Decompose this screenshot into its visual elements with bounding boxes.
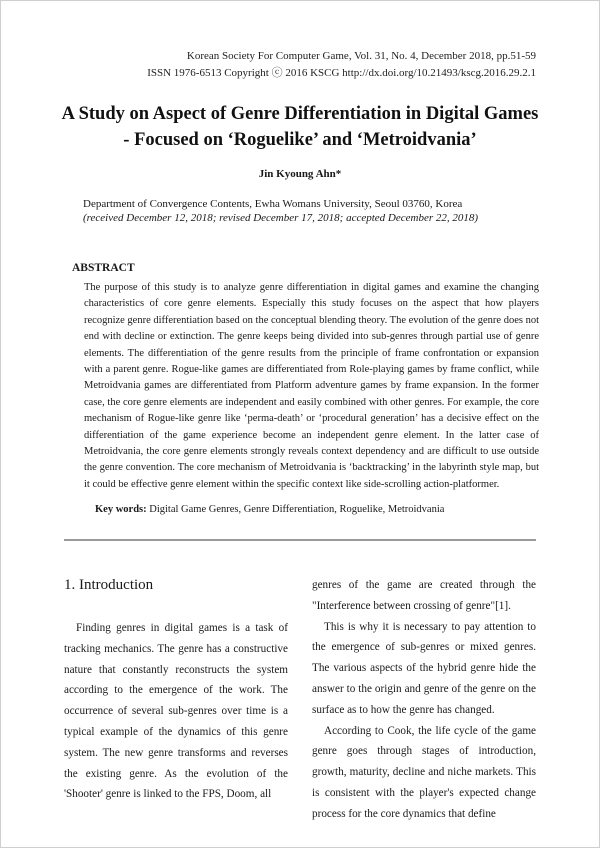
right-column	[312, 575, 536, 825]
keywords-value: Digital Game Genres, Genre Differentiation, Roguelike, Metroidvania	[149, 504, 445, 515]
journal-line: Korean Society For Computer Game, Vol. 31, No. 4, December 2018, pp.51-59	[186, 50, 536, 62]
section-divider	[64, 539, 536, 541]
abstract-heading: ABSTRACT	[72, 262, 135, 274]
issn-line: ISSN 1976-6513 Copyright ⓒ 2016 KSCG http://dx.doi.org/10.21493/kscg.2016.29.2.1	[147, 67, 536, 79]
affiliation: Department of Convergence Contents, Ewha Womans University, Seoul 03760, Korea	[83, 198, 463, 210]
section-heading: 1. Introduction	[64, 577, 154, 593]
title-line-1: A Study on Aspect of Genre Differentiation in Digital Games	[61, 104, 539, 124]
abstract-text: The purpose of this study is to analyze genre differentiation in digital games and examine the changing characteristics of core genre elements. Especially this study focuses on the aspect that how players recognize genre differentiation based on the conceptual blending theory. The evolution of the genre does not end with decline or extinction. The genre keeps being divided into sub-genres through partial use of genre elements. The differentiation of the genre results from the principle of frame confrontation or expansion with a parent genre. Rogue-like games are differentiated from Role-playing games by frame conflict, while Metroidvania games are differentiated from Platform adventure games by frame expansion. In the former case, the core genre elements are independent and easily combined with other genres. For example, the core mechanism of Rogue-like genre like ‘perma-death’ or ‘procedural generation’ has a decisive effect on the differentiation of the game experience become an independent genre element. In the latter case of Metroidvania, the core genre elements strongly reveals context dependency and are difficult to use outside the genre convention. The core mechanism of Metroidvania is ‘backtracking’ in the labyrinth style map, but it could be effective genre element within the specific context like side-scrolling action-platformer.	[84, 282, 539, 490]
keywords	[95, 504, 444, 515]
paper-title	[40, 101, 560, 153]
intro-paragraph-2: genres of the game are created through the "Interference between crossing of genre"[1].	[312, 579, 536, 612]
keywords-label: Key words:	[95, 504, 147, 515]
intro-paragraph-1: Finding genres in digital games is a task of tracking mechanics. The genre has a constructive nature that constantly reconstructs the system according to the emergence of the work. The occurrence of several sub-genres over time is a typical example of the dynamics of this genre system. The new genre transforms and reverses the existing genre. As the evolution of the 'Shooter' genre is linked to the FPS, Doom, all	[64, 622, 288, 801]
intro-paragraph-3: This is why it is necessary to pay attention to the emergence of sub-genres or mixed genres. The various aspects of the hybrid genre hide the answer to the origin and genre of the genre on the surface as to how the genre has changed.	[312, 620, 536, 716]
abstract-body	[84, 280, 539, 493]
author-name: Jin Kyoung Ahn*	[258, 168, 342, 180]
journal-header	[147, 48, 536, 82]
left-column	[64, 575, 288, 805]
received-dates: (received December 12, 2018; revised December 17, 2018; accepted December 22, 2018)	[83, 212, 479, 224]
intro-paragraph-4: According to Cook, the life cycle of the game genre goes through stages of introduction, growth, maturity, decline and niche markets. This is consistent with the player's expected change process for the core dynamics that define	[312, 724, 536, 820]
title-line-2: - Focused on ‘Roguelike’ and ‘Metroidvania’	[123, 130, 477, 150]
